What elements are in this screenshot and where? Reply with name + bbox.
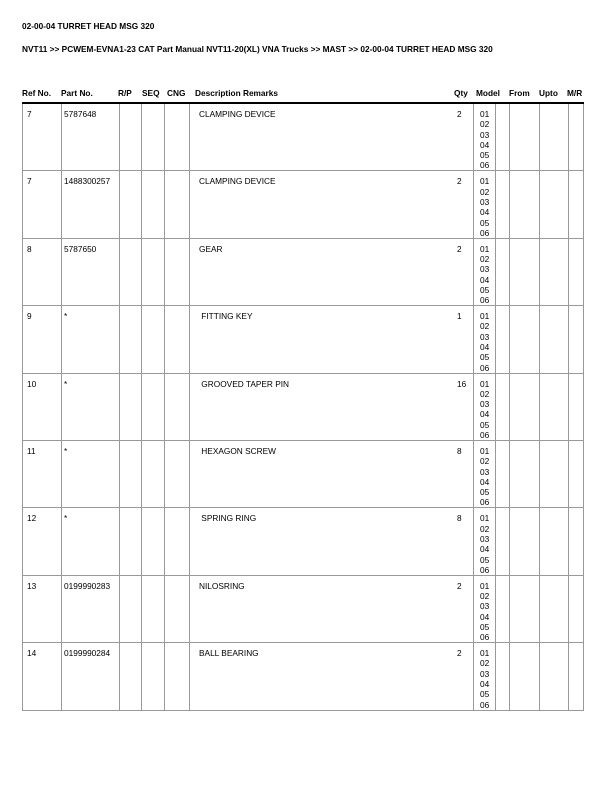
column-divider xyxy=(61,239,62,305)
description: NILOSRING xyxy=(199,580,245,591)
quantity: 1 xyxy=(457,311,462,322)
model-code: 04 xyxy=(480,544,490,555)
column-divider xyxy=(509,576,510,642)
column-divider xyxy=(495,441,496,507)
column-divider xyxy=(539,104,540,170)
model-code: 02 xyxy=(480,254,490,265)
model-code: 05 xyxy=(480,419,490,430)
column-divider xyxy=(164,576,165,642)
column-divider xyxy=(189,239,190,305)
column-divider xyxy=(473,508,474,574)
model-code: 01 xyxy=(480,311,490,322)
description: CLAMPING DEVICE xyxy=(199,176,276,187)
model-code: 04 xyxy=(480,207,490,218)
column-divider xyxy=(164,508,165,574)
column-divider xyxy=(61,576,62,642)
column-divider xyxy=(568,306,569,372)
model-code: 04 xyxy=(480,342,490,353)
column-divider xyxy=(473,239,474,305)
column-divider xyxy=(189,441,190,507)
model-code: 02 xyxy=(480,523,490,534)
column-divider xyxy=(119,441,120,507)
column-divider xyxy=(495,239,496,305)
part-no: 5787650 xyxy=(64,243,97,254)
column-divider xyxy=(539,643,540,709)
model-code: 01 xyxy=(480,648,490,659)
column-divider xyxy=(473,643,474,709)
part-no: 1488300257 xyxy=(64,176,111,187)
ref-no: 9 xyxy=(27,311,32,322)
column-divider xyxy=(539,374,540,440)
table-row xyxy=(22,441,584,508)
model-code: 03 xyxy=(480,533,490,544)
ref-no: 8 xyxy=(27,243,32,254)
quantity: 2 xyxy=(457,243,462,254)
model-list xyxy=(480,446,489,508)
model-list xyxy=(480,176,489,238)
model-code: 06 xyxy=(480,632,490,643)
column-divider xyxy=(119,239,120,305)
column-divider xyxy=(164,239,165,305)
description: CLAMPING DEVICE xyxy=(199,109,276,119)
model-list xyxy=(480,648,489,710)
col-header-upto: Upto xyxy=(539,88,558,98)
column-divider xyxy=(473,171,474,237)
column-divider xyxy=(189,306,190,372)
column-divider xyxy=(473,441,474,507)
part-no: * xyxy=(64,445,68,456)
column-divider xyxy=(495,576,496,642)
column-divider xyxy=(495,643,496,709)
column-divider xyxy=(119,576,120,642)
column-divider xyxy=(61,171,62,237)
model-code: 02 xyxy=(480,186,490,197)
column-divider xyxy=(509,306,510,372)
quantity: 2 xyxy=(457,580,462,591)
column-divider xyxy=(568,171,569,237)
column-divider xyxy=(539,171,540,237)
column-divider xyxy=(141,441,142,507)
column-divider xyxy=(539,441,540,507)
model-code: 06 xyxy=(480,160,490,171)
column-divider xyxy=(164,171,165,237)
column-divider xyxy=(509,104,510,170)
column-divider xyxy=(473,104,474,170)
column-divider xyxy=(141,643,142,709)
ref-no: 10 xyxy=(27,378,37,389)
model-code: 02 xyxy=(480,119,490,130)
part-no: * xyxy=(64,513,68,524)
model-code: 03 xyxy=(480,399,490,410)
column-divider xyxy=(495,374,496,440)
column-divider xyxy=(164,306,165,372)
model-list xyxy=(480,244,489,306)
model-code: 03 xyxy=(480,466,490,477)
model-code: 01 xyxy=(480,378,490,389)
column-divider xyxy=(141,576,142,642)
model-code: 03 xyxy=(480,331,490,342)
model-code: 03 xyxy=(480,129,490,140)
col-header-part: Part No. xyxy=(61,88,93,98)
column-divider xyxy=(473,306,474,372)
table-row xyxy=(22,576,584,643)
column-divider xyxy=(164,374,165,440)
column-divider xyxy=(509,239,510,305)
part-no: 0199990283 xyxy=(64,580,111,591)
ref-no: 14 xyxy=(27,648,37,659)
description: HEXAGON SCREW xyxy=(199,445,276,456)
model-code: 05 xyxy=(480,621,490,632)
table-row xyxy=(22,306,584,373)
model-list xyxy=(480,311,489,373)
model-code: 04 xyxy=(480,139,490,150)
column-divider xyxy=(141,239,142,305)
column-divider xyxy=(473,576,474,642)
column-divider xyxy=(509,508,510,574)
model-code: 06 xyxy=(480,699,490,710)
model-list xyxy=(480,109,489,171)
column-divider xyxy=(568,441,569,507)
model-code: 02 xyxy=(480,321,490,332)
column-divider xyxy=(189,171,190,237)
column-divider xyxy=(509,171,510,237)
column-divider xyxy=(495,508,496,574)
model-code: 06 xyxy=(480,362,490,373)
column-divider xyxy=(568,576,569,642)
model-code: 05 xyxy=(480,352,490,363)
quantity: 2 xyxy=(457,648,462,659)
column-divider xyxy=(539,508,540,574)
model-code: 05 xyxy=(480,689,490,700)
table-row xyxy=(22,104,584,171)
model-code: 01 xyxy=(480,243,490,254)
column-divider xyxy=(61,104,62,170)
model-code: 03 xyxy=(480,196,490,207)
model-code: 02 xyxy=(480,456,490,467)
column-divider xyxy=(119,171,120,237)
column-divider xyxy=(495,171,496,237)
model-code: 02 xyxy=(480,591,490,602)
model-list xyxy=(480,379,489,441)
quantity: 16 xyxy=(457,378,467,389)
model-code: 03 xyxy=(480,601,490,612)
col-header-model: Model xyxy=(476,88,500,98)
table-row xyxy=(22,171,584,238)
column-divider xyxy=(189,576,190,642)
quantity: 2 xyxy=(457,176,462,187)
ref-no: 7 xyxy=(27,176,32,187)
description: FITTING KEY xyxy=(199,311,253,322)
column-divider xyxy=(164,643,165,709)
col-header-qty: Qty xyxy=(454,88,468,98)
model-code: 01 xyxy=(480,513,490,524)
column-divider xyxy=(119,508,120,574)
table-row xyxy=(22,643,584,710)
model-code: 04 xyxy=(480,611,490,622)
column-divider xyxy=(141,374,142,440)
column-divider xyxy=(141,171,142,237)
column-divider xyxy=(141,104,142,170)
column-divider xyxy=(509,441,510,507)
column-divider xyxy=(164,104,165,170)
model-code: 04 xyxy=(480,476,490,487)
column-divider xyxy=(495,104,496,170)
col-header-ref: Ref No. xyxy=(22,88,52,98)
ref-no: 13 xyxy=(27,580,37,591)
column-divider xyxy=(189,508,190,574)
part-no: 5787648 xyxy=(64,109,97,119)
column-divider xyxy=(568,104,569,170)
col-header-rp: R/P xyxy=(118,88,132,98)
model-list xyxy=(480,581,489,643)
column-divider xyxy=(509,374,510,440)
column-divider xyxy=(568,643,569,709)
model-code: 03 xyxy=(480,264,490,275)
column-divider xyxy=(495,306,496,372)
description: SPRING RING xyxy=(199,513,257,524)
description: GROOVED TAPER PIN xyxy=(199,378,290,389)
model-list xyxy=(480,513,489,575)
column-divider xyxy=(61,306,62,372)
column-divider xyxy=(119,104,120,170)
quantity: 2 xyxy=(457,109,462,119)
model-code: 01 xyxy=(480,445,490,456)
column-divider xyxy=(164,441,165,507)
column-divider xyxy=(61,441,62,507)
breadcrumb: NVT11 >> PCWEM-EVNA1-23 CAT Part Manual NVT11-20(XL) VNA Trucks >> MAST >> 02-00-04 TURRET HEAD MSG 320 xyxy=(22,44,493,54)
table-row xyxy=(22,374,584,441)
column-divider xyxy=(568,239,569,305)
ref-no: 11 xyxy=(27,445,36,456)
column-divider xyxy=(119,643,120,709)
part-no: 0199990284 xyxy=(64,648,111,659)
col-header-desc: Description Remarks xyxy=(195,88,279,98)
column-divider xyxy=(119,374,120,440)
model-code: 01 xyxy=(480,109,490,119)
model-code: 04 xyxy=(480,679,490,690)
column-divider xyxy=(189,374,190,440)
column-divider xyxy=(119,306,120,372)
model-code: 03 xyxy=(480,668,490,679)
column-divider xyxy=(568,374,569,440)
model-code: 05 xyxy=(480,217,490,228)
model-code: 06 xyxy=(480,564,490,575)
column-divider xyxy=(189,643,190,709)
ref-no: 7 xyxy=(27,109,32,119)
col-header-seq: SEQ xyxy=(142,88,160,98)
model-code: 05 xyxy=(480,284,490,295)
model-code: 04 xyxy=(480,409,490,420)
page-title: 02-00-04 TURRET HEAD MSG 320 xyxy=(22,21,155,31)
col-header-cng: CNG xyxy=(167,88,186,98)
ref-no: 12 xyxy=(27,513,37,524)
col-header-mr: M/R xyxy=(567,88,583,98)
col-header-from: From xyxy=(509,88,530,98)
model-code: 06 xyxy=(480,497,490,508)
model-code: 05 xyxy=(480,150,490,161)
column-divider xyxy=(141,508,142,574)
column-divider xyxy=(539,306,540,372)
model-code: 05 xyxy=(480,487,490,498)
part-no: * xyxy=(64,311,68,322)
column-divider xyxy=(539,576,540,642)
column-divider xyxy=(568,508,569,574)
model-code: 06 xyxy=(480,295,490,306)
model-code: 01 xyxy=(480,580,490,591)
quantity: 8 xyxy=(457,513,462,524)
model-code: 02 xyxy=(480,388,490,399)
table-row xyxy=(22,508,584,575)
model-code: 05 xyxy=(480,554,490,565)
column-divider xyxy=(509,643,510,709)
column-divider xyxy=(539,239,540,305)
column-divider xyxy=(61,374,62,440)
part-no: * xyxy=(64,378,68,389)
model-code: 04 xyxy=(480,274,490,285)
model-code: 01 xyxy=(480,176,490,187)
table-row xyxy=(22,239,584,306)
model-code: 02 xyxy=(480,658,490,669)
column-divider xyxy=(141,306,142,372)
quantity: 8 xyxy=(457,445,462,456)
model-code: 06 xyxy=(480,227,490,238)
column-divider xyxy=(61,643,62,709)
column-divider xyxy=(189,104,190,170)
description: BALL BEARING xyxy=(199,648,259,659)
column-divider xyxy=(473,374,474,440)
parts-table xyxy=(22,104,584,711)
description: GEAR xyxy=(199,243,223,254)
column-divider xyxy=(61,508,62,574)
model-code: 06 xyxy=(480,430,490,441)
